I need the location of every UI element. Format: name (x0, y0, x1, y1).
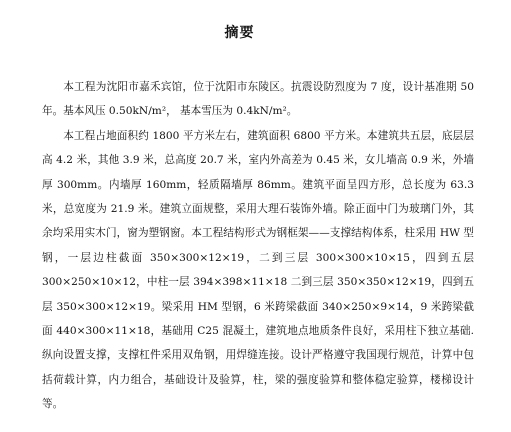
abstract-paragraph-2: 本工程占地面积约 1800 平方米左右，建筑面积 6800 平方米。本建筑共五层，底层层高 4.2 米，其他 3.9 米，总高度 20.7 米，室内外高差为 0.45 米，女儿墙高 0.9 米，外墙厚 300mm。内墙厚 160mm，轻质隔墙厚 86mm。建筑平面呈四方形，总长度为 63.3 米，总宽度为 21.9 米。建筑立面规整，采用大理石装饰外墙。除正面中门为玻璃门外，其余均采用实木门，窗为塑钢窗。本工程结构形式为钢框架——支撑结构体系，柱采用 HW 型钢，一层边柱截面 350×300×12×19，二到三层 300×300×10×15，四到五层 300×250×10×12，中柱一层 394×398×11×18 二到三层 350×350×12×19，四到五层 350×300×12×19。梁采用 HM 型钢，6 米跨梁截面 340×250×9×14，9 米跨梁截面 440×300×11×18，基础用 C25 混凝土，建筑地点地质条件良好，采用柱下独立基础. 纵向设置支撑，支撑杠件采用双角钢，用焊缝连接。设计严格遵守我国现行规范，计算中包括荷载计算，内力组合，基础设计及验算，柱，梁的强度验算和整体稳定验算，楼梯设计等。 (42, 129, 474, 411)
abstract-body (42, 75, 474, 417)
abstract-paragraph-1: 本工程为沈阳市嘉禾宾馆，位于沈阳市东陵区。抗震设防烈度为 7 度，设计基准期 50 年。基本风压 0.50kN/m²， 基本雪压为 0.4kN/m²。 (42, 81, 474, 118)
abstract-title: 摘要 (224, 25, 255, 41)
